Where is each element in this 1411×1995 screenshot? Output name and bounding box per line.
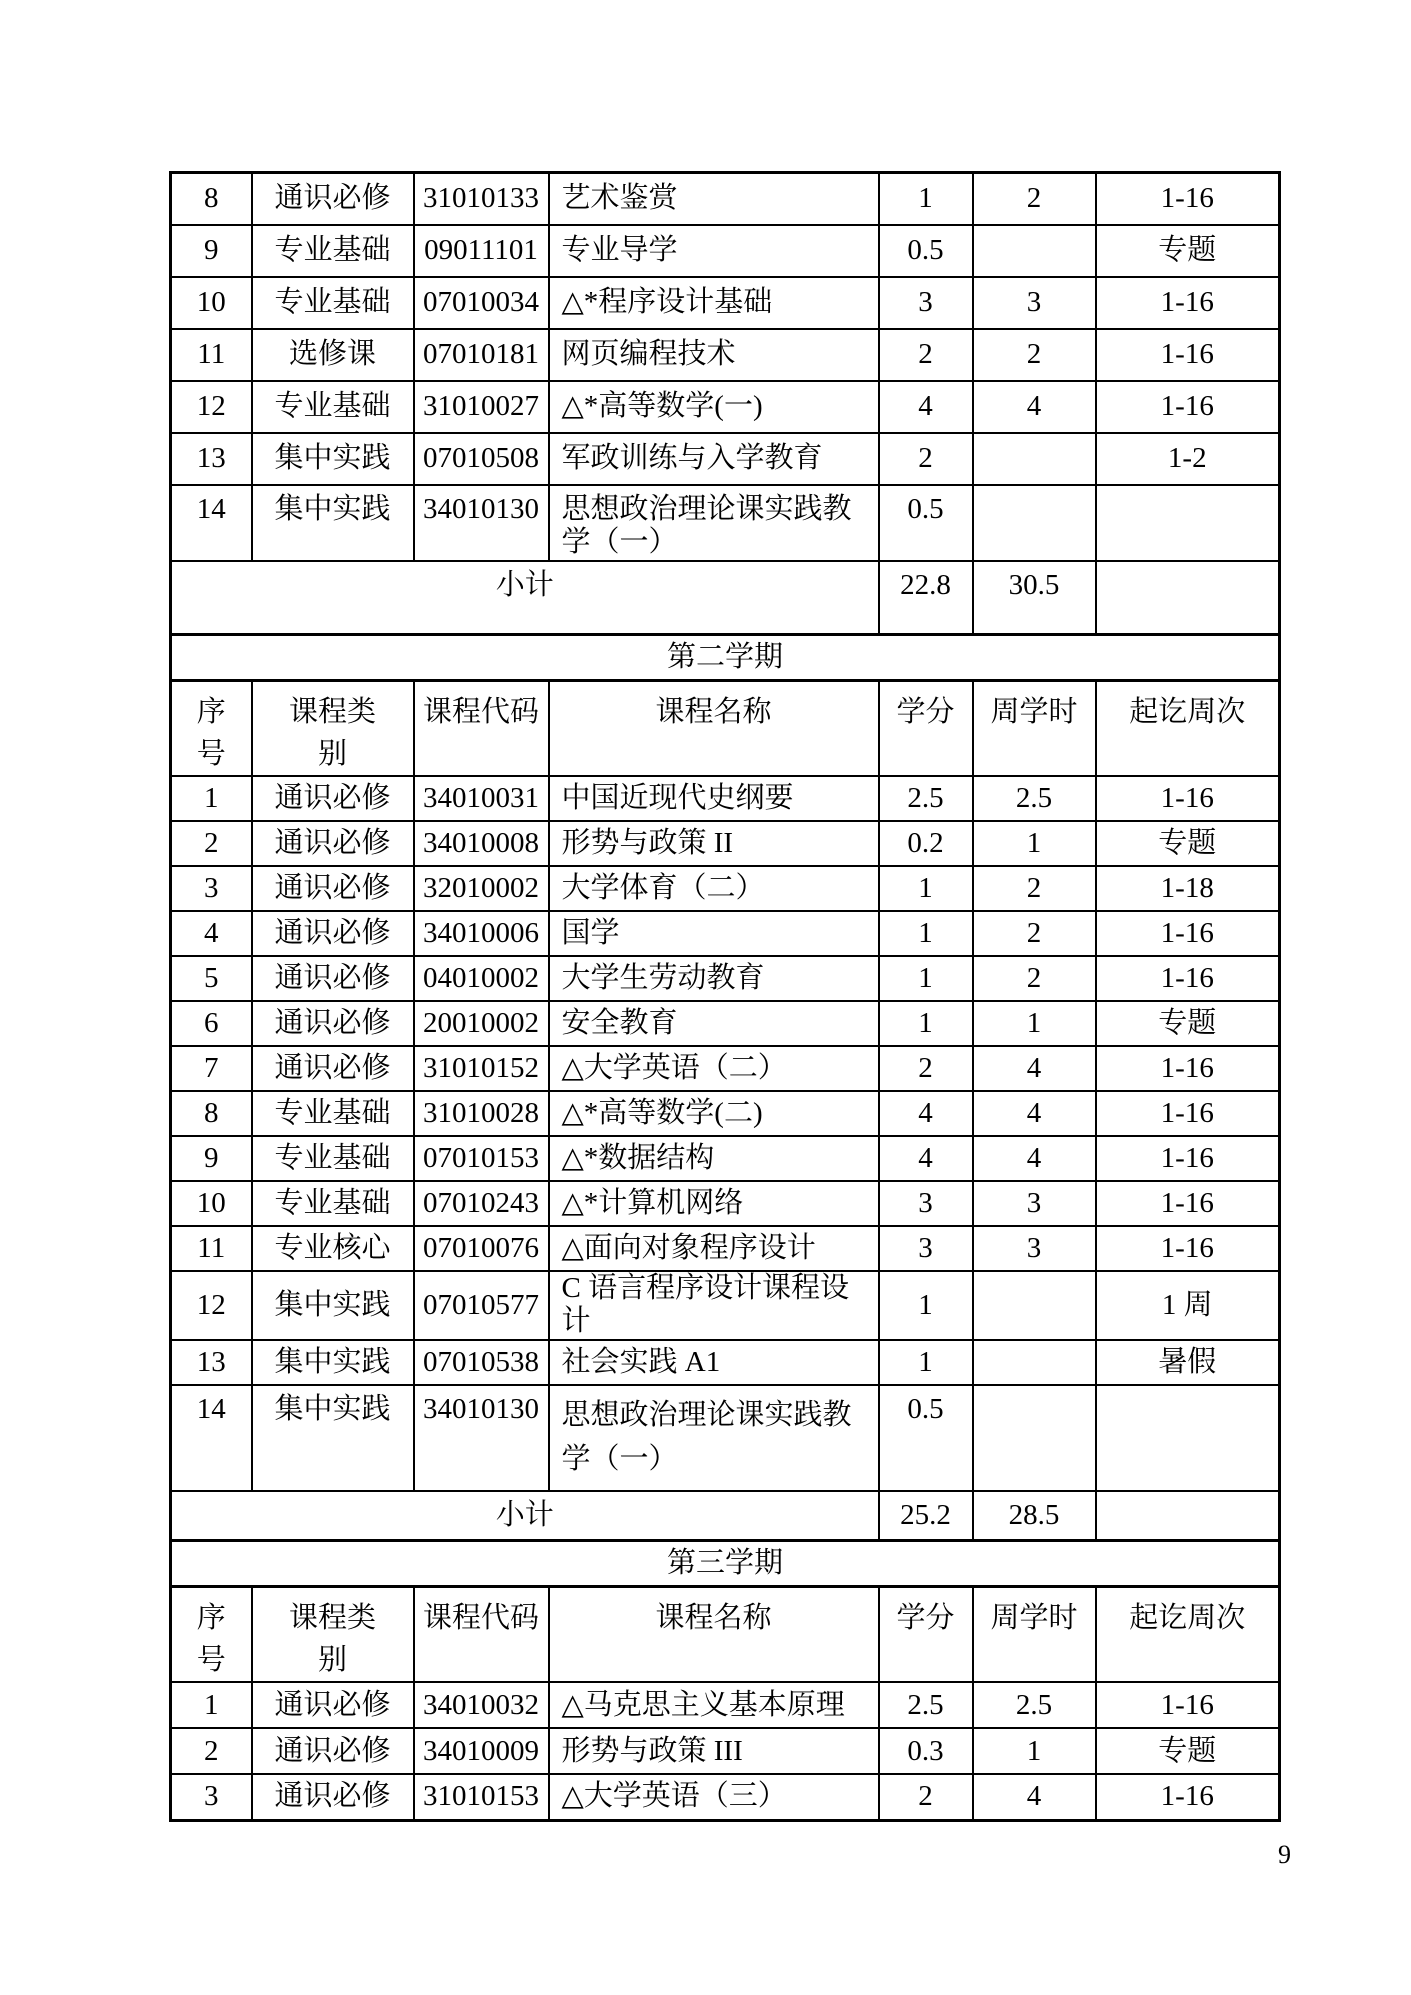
category-cell: 专业基础 xyxy=(252,1091,414,1136)
semester-title: 第三学期 xyxy=(171,1541,1280,1587)
page-number: 9 xyxy=(1278,1840,1291,1869)
code-cell: 04010002 xyxy=(414,956,549,1001)
category-cell: 专业基础 xyxy=(252,1136,414,1181)
category-cell: 通识必修 xyxy=(252,776,414,821)
credits-cell: 3 xyxy=(879,1226,973,1271)
weekly-hours-cell xyxy=(973,1385,1096,1491)
code-cell: 07010243 xyxy=(414,1181,549,1226)
category-cell: 专业基础 xyxy=(252,381,414,433)
code-cell: 34010008 xyxy=(414,821,549,866)
table-row xyxy=(171,433,1280,485)
weekly-hours-cell: 2 xyxy=(973,329,1096,381)
weeks-cell: 1-18 xyxy=(1096,866,1280,911)
header-cell xyxy=(549,1587,879,1683)
table-row xyxy=(171,1271,1280,1340)
category-cell: 通识必修 xyxy=(252,1046,414,1091)
category-cell: 集中实践 xyxy=(252,433,414,485)
credits-cell: 4 xyxy=(879,381,973,433)
weeks-cell: 1-16 xyxy=(1096,277,1280,329)
course-name-cell: △*数据结构 xyxy=(549,1136,879,1181)
course-name-cell xyxy=(549,1385,879,1491)
header-cell xyxy=(879,681,973,777)
weekly-hours-cell: 1 xyxy=(973,821,1096,866)
weekly-hours-cell: 2 xyxy=(973,173,1096,225)
category-cell: 通识必修 xyxy=(252,1001,414,1046)
code-cell: 07010076 xyxy=(414,1226,549,1271)
credits-cell: 3 xyxy=(879,1181,973,1226)
credits-cell: 3 xyxy=(879,277,973,329)
table-row xyxy=(171,821,1280,866)
row-number-cell: 8 xyxy=(171,1091,252,1136)
weekly-hours-cell: 1 xyxy=(973,1728,1096,1774)
row-number-cell: 2 xyxy=(171,821,252,866)
credits-cell: 2.5 xyxy=(879,1682,973,1728)
course-name-line: 思想政治理论课实践教 xyxy=(561,492,852,525)
header-cell xyxy=(973,1587,1096,1683)
header-cell xyxy=(1096,681,1280,777)
weekly-hours-cell: 2.5 xyxy=(973,776,1096,821)
code-cell: 32010002 xyxy=(414,866,549,911)
table-row xyxy=(171,1136,1280,1181)
header-cell xyxy=(252,681,414,777)
column-header-row xyxy=(171,1587,1280,1683)
row-number-cell: 14 xyxy=(171,1385,252,1491)
table-row xyxy=(171,329,1280,381)
weeks-cell: 1-16 xyxy=(1096,381,1280,433)
code-cell: 20010002 xyxy=(414,1001,549,1046)
category-cell: 专业基础 xyxy=(252,277,414,329)
row-number-cell: 6 xyxy=(171,1001,252,1046)
weekly-hours-cell: 4 xyxy=(973,381,1096,433)
table-row xyxy=(171,956,1280,1001)
row-number-cell: 8 xyxy=(171,173,252,225)
credits-cell: 2.5 xyxy=(879,776,973,821)
course-name-cell: 网页编程技术 xyxy=(549,329,879,381)
header-cell-line: 号 xyxy=(196,738,226,770)
semester-title-row xyxy=(171,635,1280,681)
code-cell: 34010032 xyxy=(414,1682,549,1728)
category-cell: 集中实践 xyxy=(252,485,414,561)
table-row xyxy=(171,1340,1280,1385)
code-cell: 07010577 xyxy=(414,1271,549,1340)
weeks-cell: 1-16 xyxy=(1096,956,1280,1001)
code-cell: 34010130 xyxy=(414,1385,549,1491)
code-cell: 31010027 xyxy=(414,381,549,433)
row-number-cell: 13 xyxy=(171,433,252,485)
header-cell-line: 周学时 xyxy=(990,696,1078,728)
course-name-cell: C 语言程序设计课程设计 xyxy=(549,1271,879,1340)
table-row xyxy=(171,1046,1280,1091)
table-row xyxy=(171,485,1280,561)
subtotal-credits: 25.2 xyxy=(879,1491,973,1541)
subtotal-weekly-hours: 30.5 xyxy=(973,561,1096,635)
semester-title: 第二学期 xyxy=(171,635,1280,681)
subtotal-label: 小计 xyxy=(171,561,879,635)
course-name-cell: △*程序设计基础 xyxy=(549,277,879,329)
header-cell-line: 课程类 xyxy=(288,1602,376,1635)
category-cell: 通识必修 xyxy=(252,173,414,225)
header-cell xyxy=(171,1587,252,1683)
category-cell: 集中实践 xyxy=(252,1271,414,1340)
table-row xyxy=(171,866,1280,911)
category-cell: 专业基础 xyxy=(252,225,414,277)
row-number-cell: 5 xyxy=(171,956,252,1001)
table-row xyxy=(171,1728,1280,1774)
header-cell-line: 周学时 xyxy=(990,1602,1078,1635)
credits-cell: 0.2 xyxy=(879,821,973,866)
code-cell: 07010034 xyxy=(414,277,549,329)
row-number-cell: 11 xyxy=(171,1226,252,1271)
code-cell: 34010009 xyxy=(414,1728,549,1774)
weeks-cell: 暑假 xyxy=(1096,1340,1280,1385)
row-number-cell: 7 xyxy=(171,1046,252,1091)
weeks-cell: 专题 xyxy=(1096,225,1280,277)
course-name-line: 思想政治理论课实践教 xyxy=(561,1398,852,1431)
column-header-row xyxy=(171,681,1280,777)
weeks-cell: 专题 xyxy=(1096,1728,1280,1774)
row-number-cell: 9 xyxy=(171,225,252,277)
header-cell-line: 学分 xyxy=(896,1602,955,1635)
code-cell: 31010028 xyxy=(414,1091,549,1136)
semester-title-row xyxy=(171,1541,1280,1587)
category-cell: 通识必修 xyxy=(252,911,414,956)
weeks-cell: 1-16 xyxy=(1096,1181,1280,1226)
category-cell: 选修课 xyxy=(252,329,414,381)
category-cell: 通识必修 xyxy=(252,821,414,866)
code-cell: 07010538 xyxy=(414,1340,549,1385)
category-cell: 通识必修 xyxy=(252,1682,414,1728)
header-cell-line: 序 xyxy=(196,696,226,728)
course-name-line: 学（一） xyxy=(561,525,678,558)
table-row xyxy=(171,277,1280,329)
course-name-cell: 大学体育（二） xyxy=(549,866,879,911)
weeks-cell: 1-16 xyxy=(1096,1091,1280,1136)
course-name-cell: △面向对象程序设计 xyxy=(549,1226,879,1271)
course-name-cell: △*高等数学(一) xyxy=(549,381,879,433)
table-row xyxy=(171,1091,1280,1136)
code-cell: 07010508 xyxy=(414,433,549,485)
weeks-cell: 1-16 xyxy=(1096,1136,1280,1181)
table-row xyxy=(171,1385,1280,1491)
course-name-cell: 中国近现代史纲要 xyxy=(549,776,879,821)
header-cell xyxy=(549,681,879,777)
course-name-cell: △大学英语（二） xyxy=(549,1046,879,1091)
weeks-cell: 1-16 xyxy=(1096,1046,1280,1091)
category-cell: 通识必修 xyxy=(252,1774,414,1820)
credits-cell: 0.5 xyxy=(879,485,973,561)
row-number-cell: 10 xyxy=(171,277,252,329)
credits-cell: 1 xyxy=(879,173,973,225)
subtotal-row xyxy=(171,561,1280,635)
table-row xyxy=(171,1774,1280,1820)
header-cell xyxy=(414,681,549,777)
credits-cell: 4 xyxy=(879,1091,973,1136)
header-cell-line: 课程名称 xyxy=(655,696,772,728)
weeks-cell: 1-16 xyxy=(1096,1682,1280,1728)
row-number-cell: 1 xyxy=(171,776,252,821)
table-row xyxy=(171,381,1280,433)
header-cell xyxy=(414,1587,549,1683)
weekly-hours-cell: 2 xyxy=(973,911,1096,956)
subtotal-weeks xyxy=(1096,561,1280,635)
code-cell: 31010152 xyxy=(414,1046,549,1091)
table-row xyxy=(171,1001,1280,1046)
weeks-cell xyxy=(1096,485,1280,561)
code-cell: 09011101 xyxy=(414,225,549,277)
header-cell-line: 起讫周次 xyxy=(1129,696,1246,728)
credits-cell: 2 xyxy=(879,433,973,485)
weekly-hours-cell: 3 xyxy=(973,1181,1096,1226)
header-cell-line: 起讫周次 xyxy=(1129,1602,1246,1635)
weekly-hours-cell: 4 xyxy=(973,1136,1096,1181)
table-row xyxy=(171,911,1280,956)
code-cell: 34010031 xyxy=(414,776,549,821)
weekly-hours-cell: 1 xyxy=(973,1001,1096,1046)
table-row xyxy=(171,225,1280,277)
header-cell-line: 课程代码 xyxy=(422,696,539,728)
weeks-cell: 1-16 xyxy=(1096,173,1280,225)
credits-cell: 1 xyxy=(879,956,973,1001)
row-number-cell: 3 xyxy=(171,866,252,911)
weekly-hours-cell: 4 xyxy=(973,1091,1096,1136)
row-number-cell: 2 xyxy=(171,1728,252,1774)
weekly-hours-cell xyxy=(973,225,1096,277)
row-number-cell: 12 xyxy=(171,381,252,433)
code-cell: 31010153 xyxy=(414,1774,549,1820)
table-row xyxy=(171,1682,1280,1728)
header-cell-line: 别 xyxy=(317,738,347,770)
curriculum-table xyxy=(169,171,1281,1822)
category-cell: 专业基础 xyxy=(252,1181,414,1226)
header-cell-line: 课程类 xyxy=(288,696,376,728)
header-cell xyxy=(1096,1587,1280,1683)
header-cell-line: 号 xyxy=(196,1644,226,1677)
credits-cell: 0.5 xyxy=(879,1385,973,1491)
category-cell: 集中实践 xyxy=(252,1385,414,1491)
credits-cell: 4 xyxy=(879,1136,973,1181)
course-name-cell: 艺术鉴赏 xyxy=(549,173,879,225)
row-number-cell: 1 xyxy=(171,1682,252,1728)
table-row xyxy=(171,776,1280,821)
subtotal-weeks xyxy=(1096,1491,1280,1541)
weekly-hours-cell: 2 xyxy=(973,956,1096,1001)
code-cell: 34010006 xyxy=(414,911,549,956)
category-cell: 通识必修 xyxy=(252,1728,414,1774)
credits-cell: 0.3 xyxy=(879,1728,973,1774)
row-number-cell: 14 xyxy=(171,485,252,561)
weekly-hours-cell xyxy=(973,433,1096,485)
category-cell: 通识必修 xyxy=(252,866,414,911)
weekly-hours-cell: 3 xyxy=(973,277,1096,329)
header-cell-line: 课程名称 xyxy=(655,1602,772,1635)
credits-cell: 0.5 xyxy=(879,225,973,277)
subtotal-credits: 22.8 xyxy=(879,561,973,635)
course-name-cell: 大学生劳动教育 xyxy=(549,956,879,1001)
course-name-cell: 安全教育 xyxy=(549,1001,879,1046)
course-name-cell: 形势与政策 III xyxy=(549,1728,879,1774)
weekly-hours-cell xyxy=(973,1271,1096,1340)
header-cell-line: 别 xyxy=(317,1644,347,1677)
course-name-cell: △马克思主义基本原理 xyxy=(549,1682,879,1728)
code-cell: 07010153 xyxy=(414,1136,549,1181)
header-cell-line: 学分 xyxy=(896,696,955,728)
subtotal-row xyxy=(171,1491,1280,1541)
course-name-cell: △大学英语（三） xyxy=(549,1774,879,1820)
subtotal-label: 小计 xyxy=(171,1491,879,1541)
header-cell-line: 序 xyxy=(196,1602,226,1635)
weeks-cell: 专题 xyxy=(1096,1001,1280,1046)
code-cell: 07010181 xyxy=(414,329,549,381)
course-name-line: 学（一） xyxy=(561,1442,678,1475)
row-number-cell: 13 xyxy=(171,1340,252,1385)
weekly-hours-cell xyxy=(973,1340,1096,1385)
course-name-cell: 专业导学 xyxy=(549,225,879,277)
credits-cell: 1 xyxy=(879,911,973,956)
header-cell xyxy=(973,681,1096,777)
weeks-cell xyxy=(1096,1385,1280,1491)
credits-cell: 1 xyxy=(879,866,973,911)
header-cell xyxy=(879,1587,973,1683)
course-name-cell: 国学 xyxy=(549,911,879,956)
weeks-cell: 1-2 xyxy=(1096,433,1280,485)
table-row xyxy=(171,173,1280,225)
course-name-cell: 形势与政策 II xyxy=(549,821,879,866)
weekly-hours-cell xyxy=(973,485,1096,561)
course-name-cell: 社会实践 A1 xyxy=(549,1340,879,1385)
course-name-cell xyxy=(549,485,879,561)
code-cell: 31010133 xyxy=(414,173,549,225)
weeks-cell: 1-16 xyxy=(1096,1226,1280,1271)
weeks-cell: 1-16 xyxy=(1096,1774,1280,1820)
row-number-cell: 11 xyxy=(171,329,252,381)
header-cell xyxy=(171,681,252,777)
row-number-cell: 10 xyxy=(171,1181,252,1226)
credits-cell: 1 xyxy=(879,1340,973,1385)
category-cell: 通识必修 xyxy=(252,956,414,1001)
weeks-cell: 1-16 xyxy=(1096,776,1280,821)
credits-cell: 2 xyxy=(879,1046,973,1091)
weeks-cell: 1-16 xyxy=(1096,911,1280,956)
weekly-hours-cell: 4 xyxy=(973,1774,1096,1820)
table-row xyxy=(171,1181,1280,1226)
credits-cell: 1 xyxy=(879,1001,973,1046)
header-cell-line: 课程代码 xyxy=(422,1602,539,1635)
row-number-cell: 9 xyxy=(171,1136,252,1181)
weeks-cell: 1-16 xyxy=(1096,329,1280,381)
course-name-cell: 军政训练与入学教育 xyxy=(549,433,879,485)
course-name-cell: △*高等数学(二) xyxy=(549,1091,879,1136)
subtotal-weekly-hours: 28.5 xyxy=(973,1491,1096,1541)
row-number-cell: 3 xyxy=(171,1774,252,1820)
category-cell: 集中实践 xyxy=(252,1340,414,1385)
weekly-hours-cell: 3 xyxy=(973,1226,1096,1271)
weekly-hours-cell: 2.5 xyxy=(973,1682,1096,1728)
code-cell: 34010130 xyxy=(414,485,549,561)
weekly-hours-cell: 4 xyxy=(973,1046,1096,1091)
weekly-hours-cell: 2 xyxy=(973,866,1096,911)
category-cell: 专业核心 xyxy=(252,1226,414,1271)
table-row xyxy=(171,1226,1280,1271)
credits-cell: 2 xyxy=(879,329,973,381)
row-number-cell: 4 xyxy=(171,911,252,956)
header-cell xyxy=(252,1587,414,1683)
weeks-cell: 专题 xyxy=(1096,821,1280,866)
credits-cell: 2 xyxy=(879,1774,973,1820)
row-number-cell: 12 xyxy=(171,1271,252,1340)
weeks-cell: 1 周 xyxy=(1096,1271,1280,1340)
course-name-cell: △*计算机网络 xyxy=(549,1181,879,1226)
credits-cell: 1 xyxy=(879,1271,973,1340)
